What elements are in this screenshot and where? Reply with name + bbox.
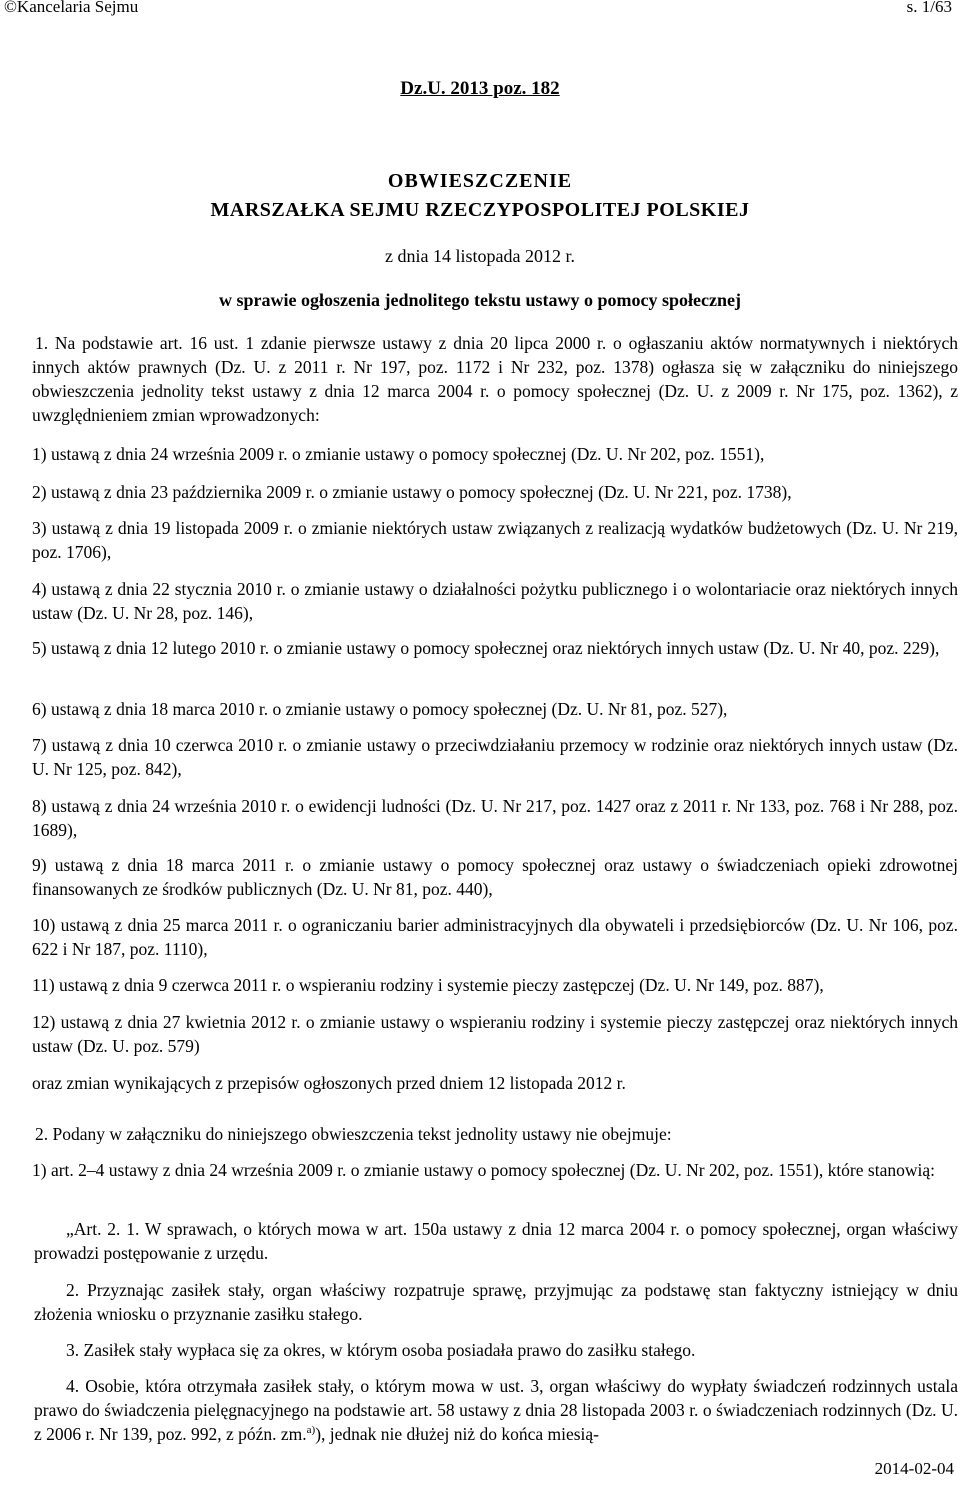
amendment-item: 11) ustawą z dnia 9 czerwca 2011 r. o wspieraniu rodziny i systemie pieczy zastępczej (Dz. U. Nr 149, poz. 887),: [32, 975, 824, 995]
amendment-item: 2) ustawą z dnia 23 października 2009 r. o zmianie ustawy o pomocy społecznej (Dz. U. Nr 221, poz. 1738),: [32, 482, 792, 502]
quote-paragraph-4: [34, 1374, 958, 1446]
document-id: Dz.U. 2013 poz. 182: [400, 78, 560, 99]
intro-text: 1. Na podstawie art. 16 ust. 1 zdanie pierwsze ustawy z dnia 20 lipca 2000 r. o ogłaszaniu aktów normatywnych i niektórych innych aktów prawnych (Dz. U. z 2011 r. Nr 197, poz. 1172 i Nr 232, poz. 1378) ogłasza się w załączniku do niniejszego obwieszczenia jednolity tekst ustawy z dnia 12 marca 2004 r. o pomocy społecznej (Dz. U. z 2009 r. Nr 175, poz. 1362), z uwzględnieniem zmian wprowadzonych:: [32, 333, 958, 425]
amendment-item: 12) ustawą z dnia 27 kwietnia 2012 r. o zmianie ustawy o wspieraniu rodziny i systemie pieczy zastępczej oraz niektórych innych ustaw (Dz. U. poz. 579): [32, 1012, 958, 1056]
amendment-item: 6) ustawą z dnia 18 marca 2010 r. o zmianie ustawy o pomocy społecznej (Dz. U. Nr 81, poz. 527),: [32, 699, 728, 719]
title-date: z dnia 14 listopada 2012 r.: [385, 246, 575, 266]
footnote-marker: a): [306, 1424, 316, 1437]
quote-paragraph: 3. Zasiłek stały wypłaca się za okres, w którym osoba posiadała prawo do zasiłku stałego.: [66, 1340, 696, 1360]
amendment-item: 3) ustawą z dnia 19 listopada 2009 r. o zmianie niektórych ustaw związanych z realizacją wydatków budżetowych (Dz. U. Nr 219, poz. 1706),: [32, 518, 958, 562]
quote-4-text-end: ), jednak nie dłużej niż do końca miesią-: [315, 1424, 599, 1444]
header-page-number: s. 1/63: [906, 0, 952, 16]
point-2-heading: 2. Podany w załączniku do niniejszego obwieszczenia tekst jednolity ustawy nie obejmuje:: [35, 1124, 672, 1144]
header-source: ©Kancelaria Sejmu: [4, 0, 139, 16]
amendment-item: 7) ustawą z dnia 10 czerwca 2010 r. o zmianie ustawy o przeciwdziałaniu przemocy w rodzinie oraz niektórych innych ustaw (Dz. U. Nr 125, poz. 842),: [32, 735, 958, 779]
amendment-item: 8) ustawą z dnia 24 września 2010 r. o ewidencji ludności (Dz. U. Nr 217, poz. 1427 oraz z 2011 r. Nr 133, poz. 768 i Nr 288, poz. 1689),: [32, 796, 958, 840]
title-subject: w sprawie ogłoszenia jednolitego tekstu ustawy o pomocy społecznej: [219, 290, 741, 310]
intro-paragraph: [32, 331, 958, 427]
point-2-item-1: 1) art. 2–4 ustawy z dnia 24 września 2009 r. o zmianie ustawy o pomocy społecznej (Dz. U. Nr 202, poz. 1551), które stanowią:: [32, 1160, 935, 1180]
amendment-item: 5) ustawą z dnia 12 lutego 2010 r. o zmianie ustawy o pomocy społecznej oraz niektórych innych ustaw (Dz. U. Nr 40, poz. 229),: [32, 638, 940, 658]
quote-paragraph: „Art. 2. 1. W sprawach, o których mowa w art. 150a ustawy z dnia 12 marca 2004 r. o pomocy społecznej, organ właściwy prowadzi postępowanie z urzędu.: [34, 1219, 958, 1263]
closing-text: oraz zmian wynikających z przepisów ogłoszonych przed dniem 12 listopada 2012 r.: [32, 1073, 626, 1093]
title-line-2: MARSZAŁKA SEJMU RZECZYPOSPOLITEJ POLSKIEJ: [210, 199, 750, 221]
footer-date: 2014-02-04: [874, 1459, 954, 1478]
quote-4-text: 4. Osobie, która otrzymała zasiłek stały, o którym mowa w ust. 3, organ właściwy do wypłaty świadczeń rodzinnych ustala prawo do świadczenia pielęgnacyjnego na podstawie art. 58 ustawy z dnia 28 listopada 2003 r. o świadczeniach rodzinnych (Dz. U. z 2006 r. Nr 139, poz. 992, z późn. zm.: [34, 1376, 958, 1444]
amendment-item: 4) ustawą z dnia 22 stycznia 2010 r. o zmianie ustawy o działalności pożytku publicznego i o wolontariacie oraz niektórych innych ustaw (Dz. U. Nr 28, poz. 146),: [32, 579, 958, 623]
amendment-item: 9) ustawą z dnia 18 marca 2011 r. o zmianie ustawy o pomocy społecznej oraz ustawy o świadczeniach opieki zdrowotnej finansowanych ze środków publicznych (Dz. U. Nr 81, poz. 440),: [32, 855, 958, 899]
amendment-item: 10) ustawą z dnia 25 marca 2011 r. o ograniczaniu barier administracyjnych dla obywateli i przedsiębiorców (Dz. U. Nr 106, poz. 622 i Nr 187, poz. 1110),: [32, 915, 958, 959]
quote-paragraph: 2. Przyznając zasiłek stały, organ właściwy rozpatruje sprawę, przyjmując za podstawę stan faktyczny istniejący w dniu złożenia wniosku o przyznanie zasiłku stałego.: [34, 1280, 958, 1324]
amendment-item: 1) ustawą z dnia 24 września 2009 r. o zmianie ustawy o pomocy społecznej (Dz. U. Nr 202, poz. 1551),: [32, 444, 765, 464]
title-line-1: OBWIESZCZENIE: [387, 170, 573, 192]
